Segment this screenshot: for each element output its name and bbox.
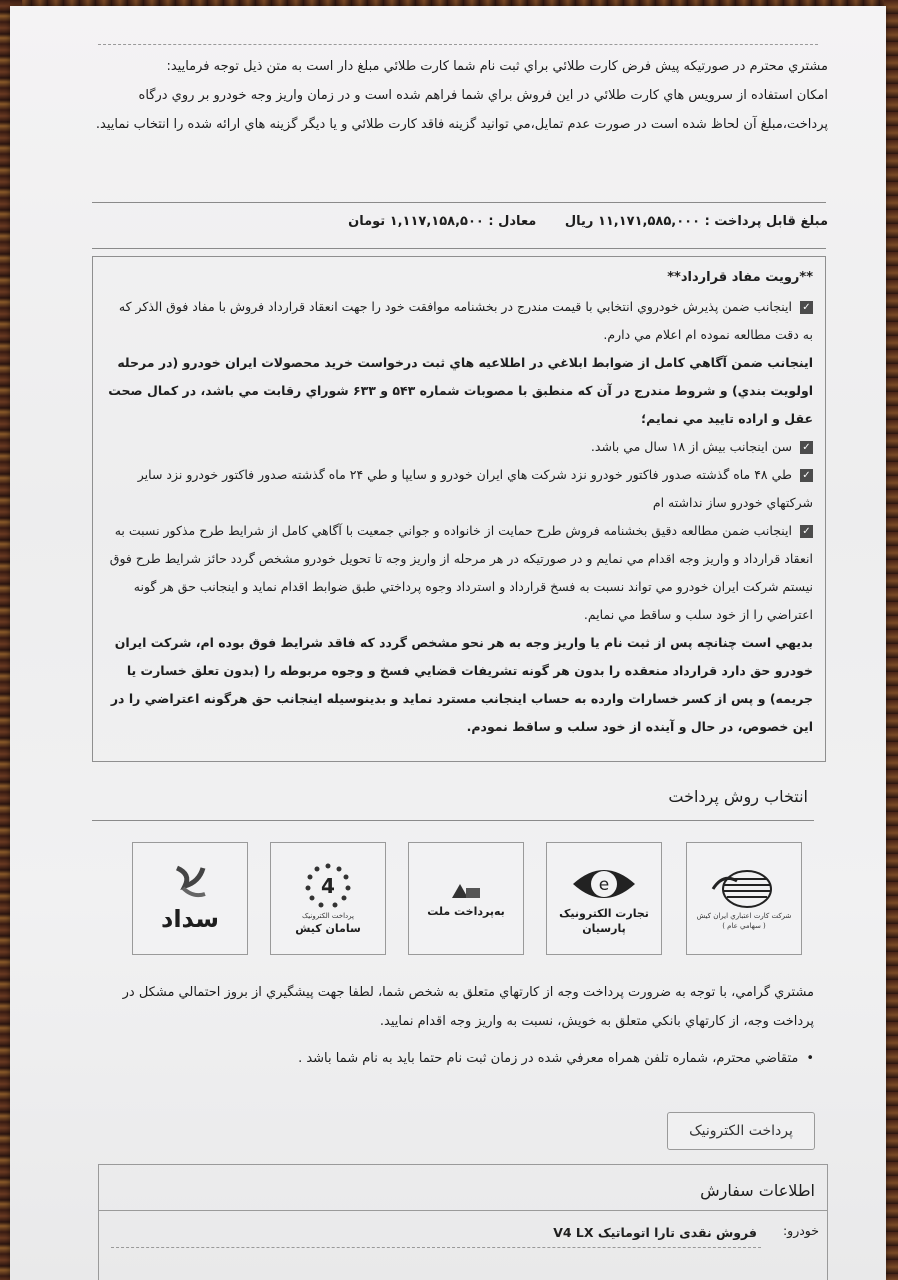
intro-block — [88, 52, 828, 139]
contract-item-text: سن اينجانب بيش از ۱۸ سال مي باشد. — [590, 439, 792, 454]
gateway-saman[interactable] — [270, 842, 386, 955]
mellat-logo-icon — [446, 878, 486, 904]
divider — [92, 202, 826, 203]
contract-terms-box — [92, 256, 826, 762]
top-divider — [98, 44, 818, 45]
gateway-sadad[interactable] — [132, 842, 248, 955]
contract-title: **رويت مفاد قرارداد** — [667, 270, 813, 285]
phone-ownership-note: • متقاضي محترم، شماره تلفن همراه معرفي شده در زمان ثبت نام حتما بايد به نام شما باشد . — [94, 1045, 814, 1073]
contract-item-accept-price — [105, 293, 813, 349]
checkbox-checked-icon[interactable]: ✓ — [800, 469, 813, 482]
saman-logo-icon — [301, 861, 355, 911]
gateway-parsian[interactable] — [546, 842, 662, 955]
gateway-caption: به‌پرداخت ملت — [427, 905, 505, 918]
payable-amount-toman: معادل : ۱,۱۱۷,۱۵۸,۵۰۰ تومان — [348, 214, 537, 229]
gateway-caption: تجارت الكترونيک — [559, 906, 649, 920]
payable-amount-rial: مبلغ قابل پرداخت : ۱۱,۱۷۱,۵۸۵,۰۰۰ ريال — [564, 214, 828, 229]
intro-line-2: امكان استفاده از سرويس هاي كارت طلائي در اين فروش براي شما فراهم شده است و در زمان واريز وجه خودرو بر روي درگاه پرداخت،مبلغ آن لحاظ شده است در صورت عدم تمايل،مي توانيد گزينه فاقد كارت طلائي و يا ديگر گزينه هاي ارائه شده را انتخاب نماييد. — [95, 88, 828, 132]
gateway-caption: پارسيان — [582, 921, 626, 935]
car-label: خودرو: — [782, 1223, 819, 1238]
contract-item-text: طي ۴۸ ماه گذشته صدور فاكتور خودرو نزد شركت هاي ايران خودرو و سايپا و طي ۲۴ ماه گذشته صدور فاكتور خودرو نزد ساير شركتهاي خودرو ساز نداشته ام — [137, 467, 813, 510]
gateway-mellat[interactable] — [408, 842, 524, 955]
gateway-iran-kish[interactable] — [686, 842, 802, 955]
parsian-eye-icon — [569, 862, 639, 906]
contract-paragraph-cancellation: بديهي است چنانچه پس از ثبت نام يا واريز وجه به هر نحو مشخص گردد كه فاقد شرايط فوق بوده ام، شركت ايران خودرو حق دارد قرارداد منعقده را بدون هر گونه تشريفات قضايي فسخ و وجوه مربوطه را (بدون تعلق خسارت يا جريمه) و پس از كسر خسارات وارده به حساب اينجانب مسترد نمايد و بدينوسيله اينجانب حق هرگونه اعتراضي را در اين خصوص، در حال و آينده از خود سلب و ساقط نمودم. — [110, 635, 813, 734]
contract-item-family-plan — [105, 517, 813, 629]
contract-item-invoice-history — [105, 461, 813, 517]
divider — [92, 820, 814, 821]
payment-gateway-list — [132, 842, 802, 957]
electronic-payment-button[interactable]: پرداخت الكترونيک — [667, 1112, 815, 1150]
contract-item-age — [105, 433, 813, 461]
order-info-title: اطلاعات سفارش — [99, 1165, 827, 1211]
contract-item-text: اينجانب ضمن مطالعه دقيق بخشنامه فروش طرح حمايت از خانواده و جواني جمعيت با آگاهي كامل از شرايط طرح مذكور نسبت به انعقاد قرارداد و واريز وجه اقدام مي نمايم و در صورتيكه در هر مرحله از واريز وجه تا تحويل خودرو مشخص گردد حائز شرايط طرح فوق نيستم شركت ايران خودرو مي تواند نسبت به فسخ قرارداد و استرداد وجوه پرداختي طبق ضوابط اقدام نمايد و اينجانب حق هر گونه اعتراضي را از خود سلب و ساقط مي نمايم. — [109, 523, 813, 622]
intro-line-1: مشتري محترم در صورتيكه پيش فرض كارت طلائي براي ثبت نام شما كارت طلائي مبلغ دار است به متن ذيل توجه فرماييد: — [166, 59, 828, 74]
gateway-caption-sub: ( سهامي عام ) — [722, 921, 766, 930]
svg-text:4: 4 — [321, 874, 335, 898]
sadad-logo-icon — [165, 864, 215, 904]
order-row-divider — [111, 1247, 761, 1248]
gateway-caption: پرداخت الكترونيک — [302, 912, 354, 920]
contract-paragraph-rules: اينجانب ضمن آگاهي كامل از ضوابط ابلاغي در اطلاعيه هاي ثبت درخواست خريد محصولات ايران خودرو (در مرحله اولويت بندي) و شروط مندرج در آن كه منطبق با مصوبات شماره ۵۴۳ و ۶۳۳ شوراي رقابت مي باشد، در كمال صحت عقل و اراده تاييد مي نمايم؛ — [108, 355, 813, 426]
background-carpet-right — [884, 0, 898, 1280]
card-ownership-note: مشتري گرامي، با توجه به ضرورت پرداخت وجه از كارتهاي متعلق به شخص شما، لطفا جهت پيشگيري از بروز احتمالي مشكل در پرداخت وجه، از كارتهاي بانكي متعلق به خويش، نسبت به واريز وجه اقدام نماييد. — [122, 985, 814, 1029]
gateway-caption: سامان كيش — [295, 922, 361, 935]
checkbox-checked-icon[interactable]: ✓ — [800, 441, 813, 454]
order-info-panel — [98, 1164, 828, 1280]
iran-kish-logo-icon — [709, 867, 779, 911]
checkbox-checked-icon[interactable]: ✓ — [800, 301, 813, 314]
car-value: فروش نقدی تارا اتوماتیک V4 LX — [553, 1225, 757, 1240]
checkbox-checked-icon[interactable]: ✓ — [800, 525, 813, 538]
payable-amount — [88, 214, 828, 229]
gateway-caption: شركت كارت اعتباري ايران كيش — [696, 911, 792, 920]
contract-item-text: اينجانب ضمن پذيرش خودروي انتخابي با قيمت مندرج در بخشنامه موافقت خود را جهت انعقاد قرارداد فروش با مفاد فوق الذكر كه به دقت مطالعه نموده ام اعلام مي دارم. — [118, 299, 813, 342]
svg-text:e: e — [598, 874, 610, 895]
divider — [92, 248, 826, 249]
payment-method-title: انتخاب روش پرداخت — [668, 787, 808, 806]
gateway-caption: سداد — [161, 904, 220, 933]
